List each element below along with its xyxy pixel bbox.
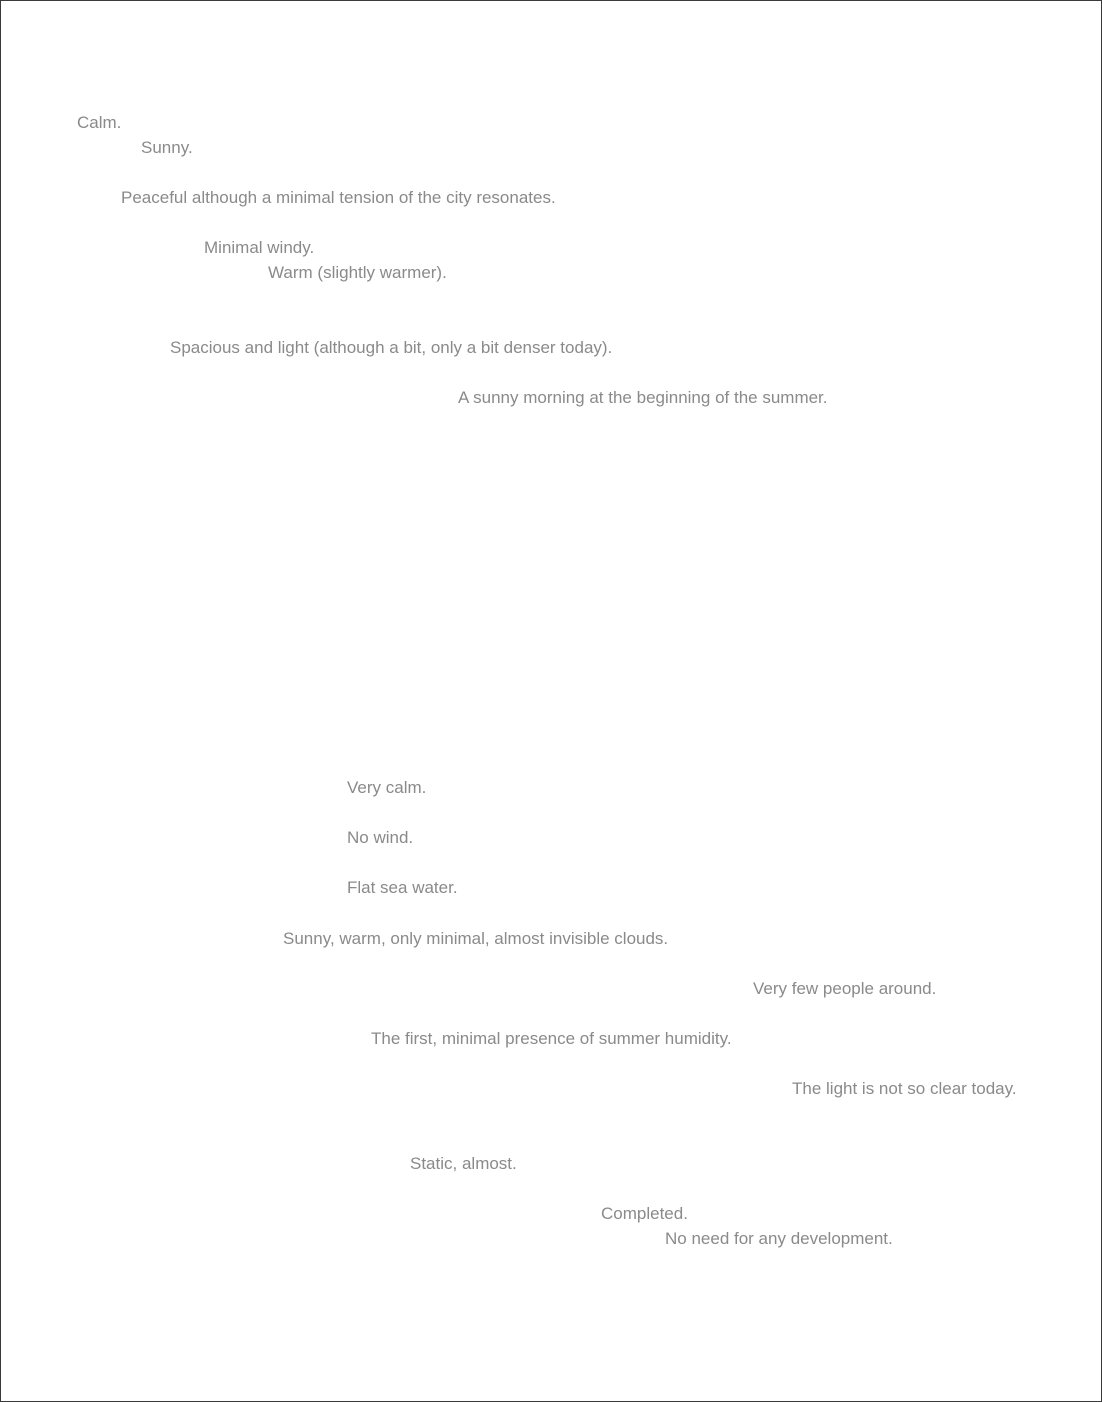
poem-line: Spacious and light (although a bit, only a bit denser today). (170, 338, 613, 357)
poem-line: Completed. (601, 1204, 688, 1223)
poem-line: Calm. (77, 113, 122, 132)
poem-line: Static, almost. (410, 1154, 517, 1173)
poem-line: The light is not so clear today. (792, 1079, 1017, 1098)
poem-line: No need for any development. (665, 1229, 893, 1248)
poem-line: Sunny. (141, 138, 193, 157)
poem-line: Flat sea water. (347, 878, 458, 897)
poem-line: The first, minimal presence of summer humidity. (371, 1029, 732, 1048)
poem-line: A sunny morning at the beginning of the summer. (458, 388, 828, 407)
poem-line: Peaceful although a minimal tension of the city resonates. (121, 188, 556, 207)
poem-line: Warm (slightly warmer). (268, 263, 447, 282)
poem-line: No wind. (347, 828, 414, 847)
poem-line: Very few people around. (753, 979, 937, 998)
poem-line: Minimal windy. (204, 238, 315, 257)
poem-line: Very calm. (347, 778, 427, 797)
poem-line: Sunny, warm, only minimal, almost invisible clouds. (283, 929, 669, 948)
